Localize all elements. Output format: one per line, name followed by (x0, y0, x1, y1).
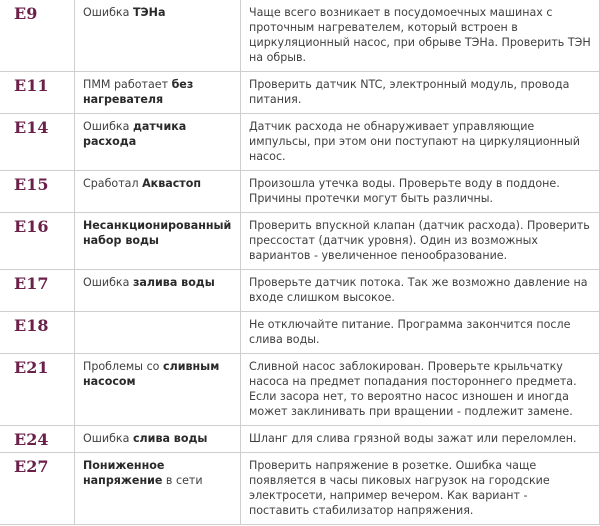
error-description (75, 171, 241, 213)
error-description-text: Ошибка (83, 432, 133, 445)
error-solution: Проверить напряжение в розетке. Ошибка чаще появляется в часы пиковых нагрузок на городские электросети, например вечером. Как вариант - поставить стабилизатор напряжения. (241, 453, 600, 525)
error-solution: Проверьте датчик потока. Так же возможно давление на входе слишком высокое. (241, 270, 600, 312)
error-description-text: Сработал (83, 177, 143, 190)
error-code: E15 (0, 171, 75, 213)
error-description-text: Проблемы со (83, 360, 163, 373)
error-description-text: Ошибка (83, 276, 133, 289)
error-solution: Сливной насос заблокирован. Проверьте крыльчатку насоса на предмет попадания постороннего предмета. Если засора нет, то вероятно насос изношен и иногда может заклинивать при вращении - подлежит замене. (241, 354, 600, 426)
error-description-keyword: Аквастоп (142, 177, 202, 190)
error-description-keyword: без нагревателя (83, 78, 194, 106)
error-solution: Чаще всего возникает в посудомоечных машинах с проточным нагревателем, который встроен в циркуляционный насос, при обрыве ТЭНа. Проверить ТЭН на обрыв. (241, 0, 600, 72)
error-description (75, 114, 241, 171)
error-solution: Проверить датчик NTC, электронный модуль, провода питания. (241, 72, 600, 114)
error-description (75, 72, 241, 114)
error-solution: Датчик расхода не обнаруживает управляющие импульсы, при этом они поступают на циркуляционный насос. (241, 114, 600, 171)
error-description (75, 0, 241, 72)
error-description-keyword: Пониженное напряжение (83, 459, 165, 487)
error-code: E17 (0, 270, 75, 312)
error-description-keyword: датчика расхода (83, 120, 187, 148)
error-solution: Произошла утечка воды. Проверьте воду в поддоне. Причины протечки могут быть различны. (241, 171, 600, 213)
error-code: E11 (0, 72, 75, 114)
error-description-keyword: залива воды (132, 276, 215, 289)
table-row (0, 114, 600, 171)
error-description-text: Ошибка (83, 6, 133, 19)
table-row (0, 213, 600, 270)
error-solution: Шланг для слива грязной воды зажат или переломлен. (241, 426, 600, 453)
error-solution: Не отключайте питание. Программа закончится после слива воды. (241, 312, 600, 354)
error-description (75, 453, 241, 525)
error-solution: Проверить впускной клапан (датчик расхода). Проверить прессостат (датчик уровня). Один из возможных вариантов - увеличенное пенообразование. (241, 213, 600, 270)
error-description (75, 354, 241, 426)
error-description (75, 270, 241, 312)
table-row (0, 453, 600, 525)
table-row (0, 426, 600, 453)
error-description (75, 312, 241, 354)
table-row (0, 354, 600, 426)
error-code: E24 (0, 426, 75, 453)
error-description-keyword: слива воды (132, 432, 208, 445)
error-code: E9 (0, 0, 75, 72)
table-row (0, 270, 600, 312)
table-row (0, 171, 600, 213)
error-code: E27 (0, 453, 75, 525)
table-row (0, 312, 600, 354)
error-description (75, 426, 241, 453)
table-row (0, 0, 600, 72)
error-description (75, 213, 241, 270)
error-description-keyword: Несанкционированный набор воды (83, 219, 232, 247)
error-description-keyword: ТЭНа (132, 6, 166, 19)
error-description-keyword: сливным насосом (83, 360, 220, 388)
error-code: E18 (0, 312, 75, 354)
table-row (0, 72, 600, 114)
error-description-text: в сети (162, 474, 203, 487)
error-description-text: Ошибка (83, 120, 133, 133)
error-description-text: ПММ работает (83, 78, 172, 91)
error-code: E14 (0, 114, 75, 171)
error-code: E16 (0, 213, 75, 270)
error-code: E21 (0, 354, 75, 426)
